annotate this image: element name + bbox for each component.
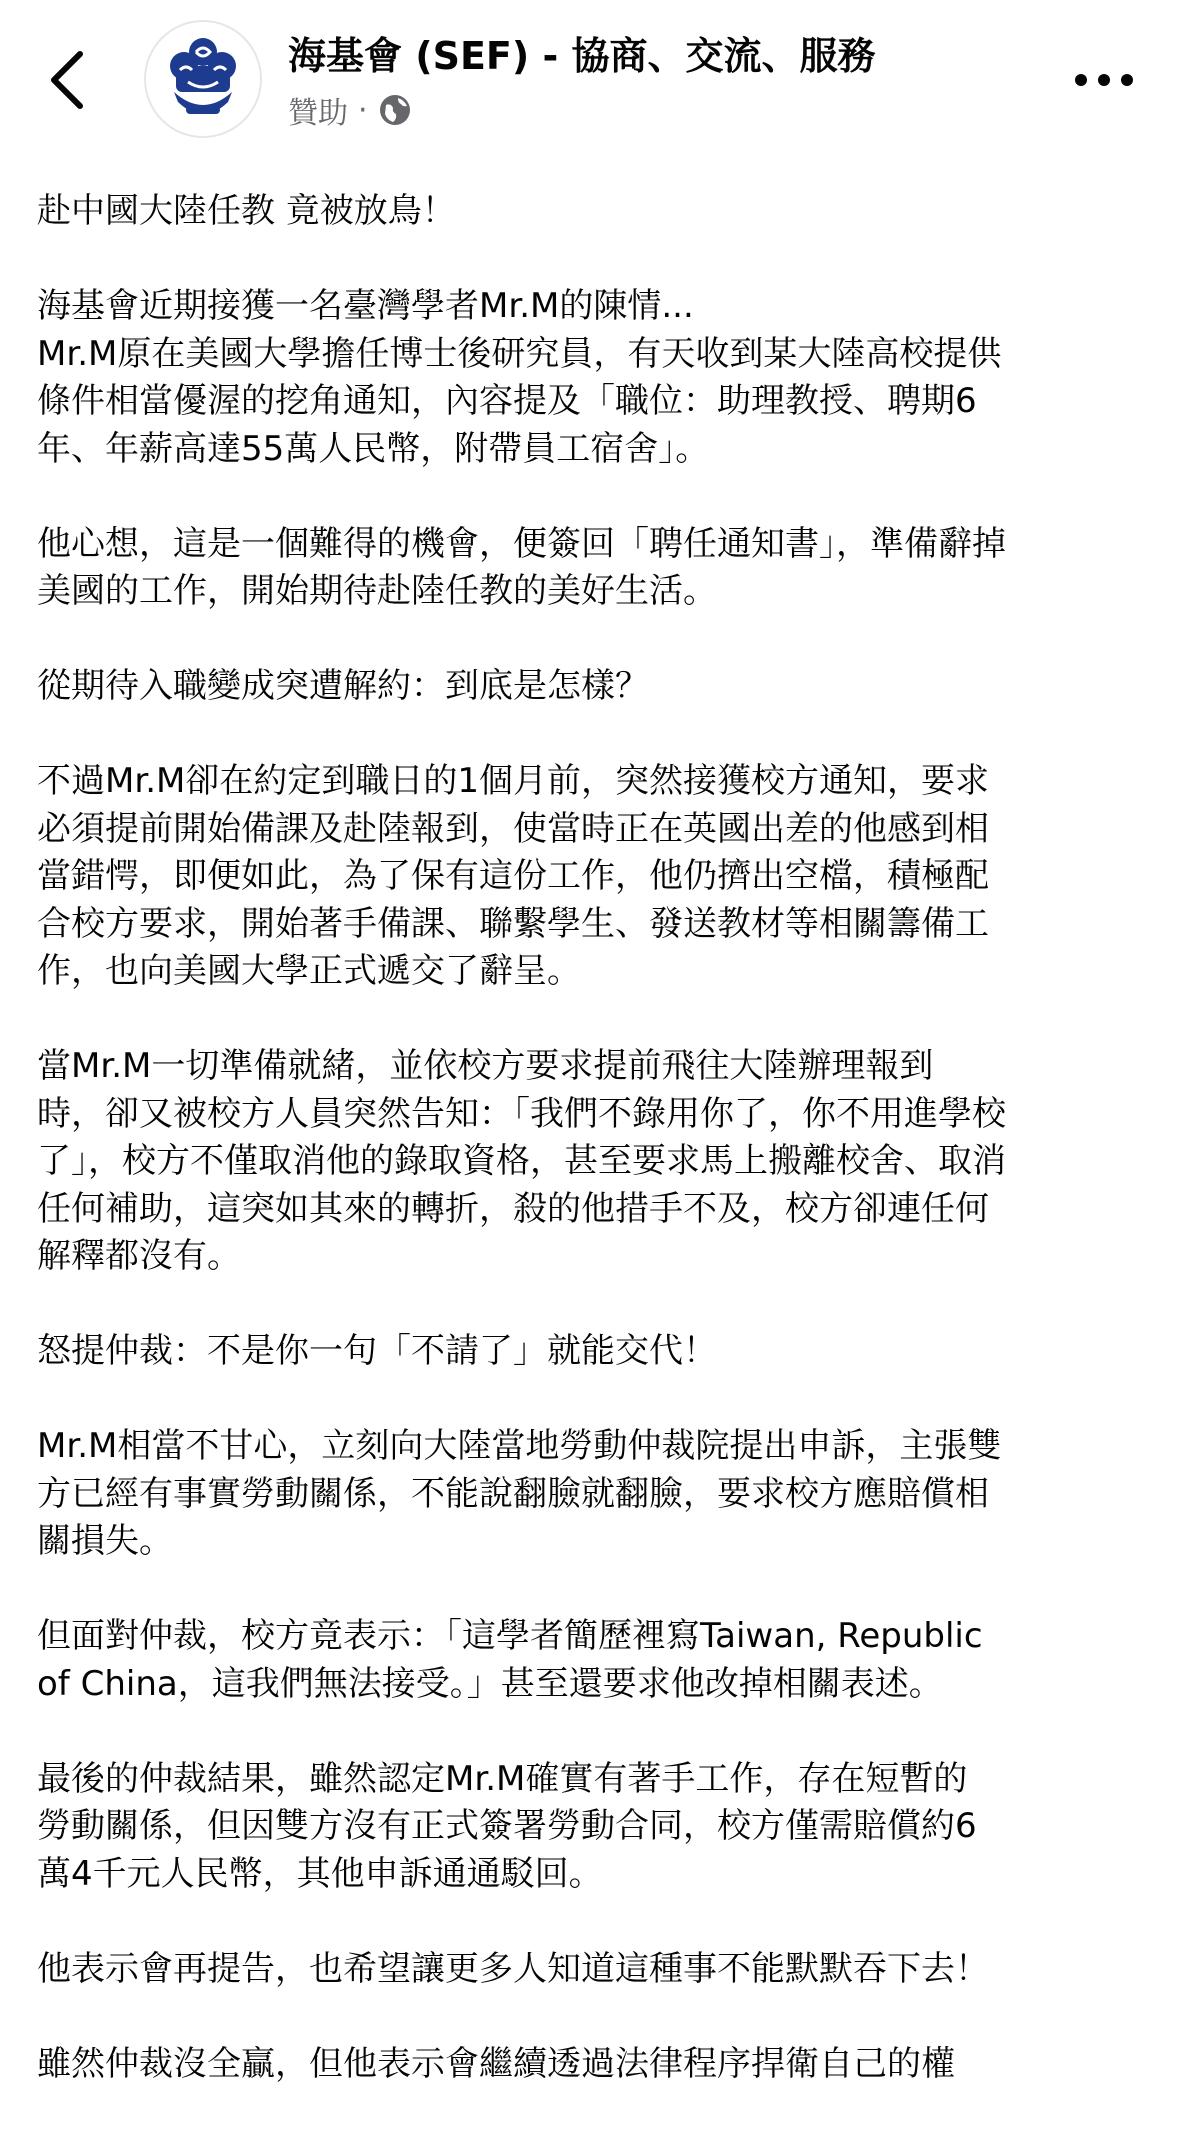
post-body — [37, 188, 1147, 2136]
chevron-left-icon — [44, 48, 92, 112]
sef-logo-icon — [146, 22, 260, 136]
globe-icon — [378, 93, 412, 127]
post-paragraph: 他心想，這是一個難得的機會，便簽回「聘任通知書」，準備辭掉 美國的工作，開始期待赴陸任教的美好生活。 — [37, 523, 1006, 611]
post-title: 赴中國大陸任教 竟被放鳥！ — [37, 191, 456, 231]
page-name[interactable]: 海基會 (SEF) - 協商、交流、服務 — [288, 34, 876, 78]
post-subheading: 從期待入職變成突遭解約：到底是怎樣？ — [37, 666, 649, 706]
post-paragraph: 海基會近期接獲一名臺灣學者Mr.M的陳情... Mr.M原在美國大學擔任博士後研究員，有天收到某大陸高校提供 條件相當優渥的挖角通知，內容提及「職位：助理教授、聘期6 年、年薪高達55萬人民幣，附帶員工宿舍」。 — [37, 286, 1002, 469]
more-options-button[interactable] — [1073, 60, 1135, 100]
more-horizontal-icon — [1073, 60, 1135, 100]
post-paragraph: 最後的仲裁結果，雖然認定Mr.M確實有著手工作，存在短暫的 勞動關係，但因雙方沒有正式簽署勞動合同，校方僅需賠償約6 萬4千元人民幣，其他申訴通通駁回。 — [37, 1758, 977, 1894]
sponsored-label: 贊助 — [288, 96, 348, 131]
post-paragraph: 雖然仲裁沒全贏，但他表示會繼續透過法律程序捍衛自己的權 — [37, 2043, 955, 2084]
post-subheading: 怒提仲裁：不是你一句「不請了」就能交代！ — [37, 1331, 717, 1371]
post-paragraph: Mr.M相當不甘心，立刻向大陸當地勞動仲裁院提出申訴，主張雙 方已經有事實勞動關係，不能說翻臉就翻臉，要求校方應賠償相 關損失。 — [37, 1426, 1002, 1561]
page-avatar[interactable] — [144, 20, 262, 138]
post-paragraph: 當Mr.M一切準備就緒，並依校方要求提前飛往大陸辦理報到 時，卻又被校方人員突然告知：「我們不錄用你了，你不用進學校 了」，校方不僅取消他的錄取資格，甚至要求馬上搬離校舍、取消 任何補助，這突如其來的轉折，殺的他措手不及，校方卻連任何 解釋都沒有。 — [37, 1046, 1006, 1276]
post-meta — [288, 88, 412, 132]
post-header — [0, 0, 1179, 160]
post-paragraph: 但面對仲裁，校方竟表示：「這學者簡歷裡寫Taiwan, Republic of China，這我們無法接受。」甚至還要求他改掉相關表述。 — [37, 1616, 983, 1704]
post-paragraph: 不過Mr.M卻在約定到職日的1個月前，突然接獲校方通知，要求 必須提前開始備課及赴陸報到，使當時正在英國出差的他感到相 當錯愕，即便如此，為了保有這份工作，他仍擠出空檔，積極配 合校方要求，開始著手備課、聯繫學生、發送教材等相關籌備工 作，也向美國大學正式遞交了辭呈。 — [37, 761, 989, 991]
post-paragraph: 他表示會再提告，也希望讓更多人知道這種事不能默默吞下去！ — [37, 1948, 989, 1989]
back-button[interactable] — [44, 48, 92, 112]
meta-separator: · — [358, 92, 368, 128]
